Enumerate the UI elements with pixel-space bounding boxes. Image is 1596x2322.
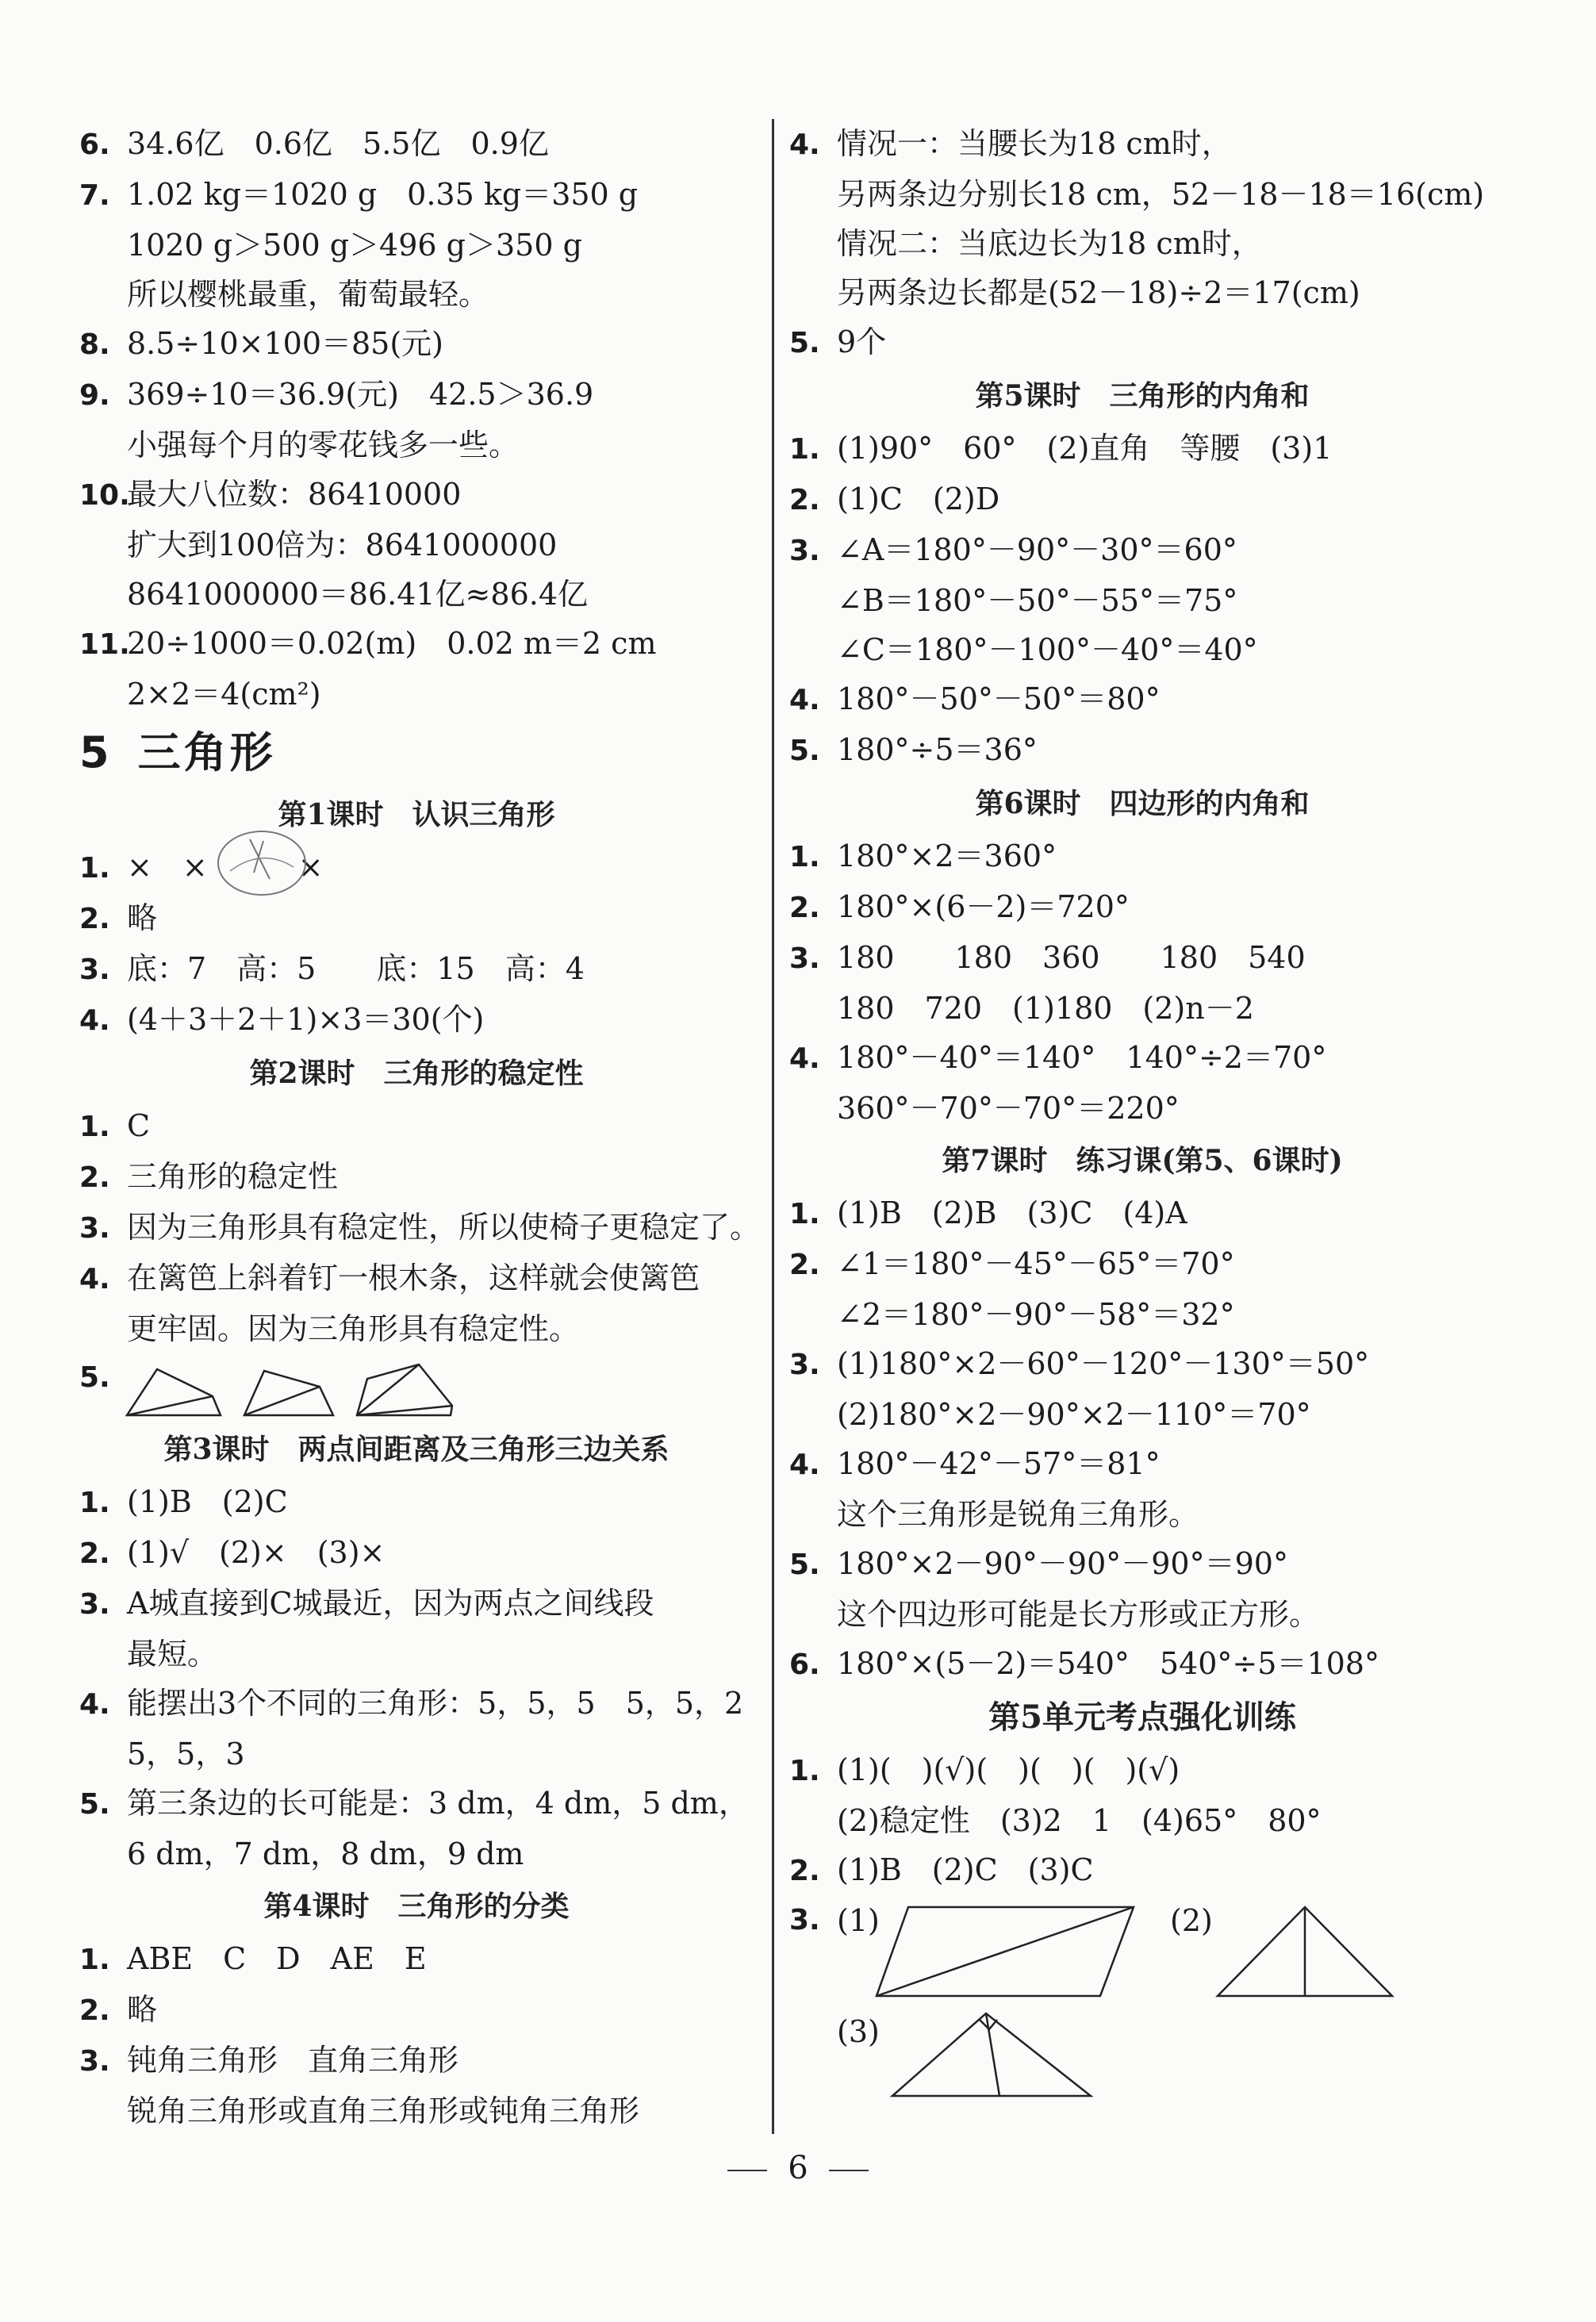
answer-line: 5，5，3 <box>127 1737 245 1771</box>
answer-line: 2. 三角形的稳定性 <box>79 1159 339 1194</box>
answer-line: ∠C＝180°－100°－40°＝40° <box>837 632 1258 667</box>
answer-line: 5. 9个 <box>789 324 887 359</box>
page-number: 6 <box>0 2150 1596 2186</box>
lesson-heading: 第5课时 三角形的内角和 <box>975 379 1310 413</box>
figure-row: 3. (1) (2) (3) <box>789 1896 1495 2110</box>
answer-line: 9. 369÷10＝36.9(元) 42.5＞36.9 <box>79 377 594 412</box>
quadrilateral-figures <box>125 1358 490 1422</box>
answer-line: 2. (1)C (2)D <box>789 482 1000 516</box>
answer-line: 2. ∠1＝180°－45°－65°＝70° <box>789 1246 1235 1281</box>
quad-figure-2 <box>244 1371 333 1415</box>
answer-line: 1. (1)( )(√)( )( )( )(√) <box>789 1752 1180 1787</box>
answer-line: 2. 略 <box>79 900 158 935</box>
answer-line: 情况二：当底边长为18 cm时， <box>837 226 1262 261</box>
answer-line: 6 dm，7 dm，8 dm，9 dm <box>127 1836 524 1871</box>
answer-line: 3. (1)180°×2－60°－120°－130°＝50° <box>789 1346 1370 1381</box>
answer-line: 2×2＝4(cm²) <box>127 677 321 712</box>
answer-line: 1. C <box>79 1108 151 1143</box>
answer-line: 4. 180°－50°－50°＝80° <box>789 681 1161 716</box>
answer-line: 4. 180°－40°＝140° 140°÷2＝70° <box>789 1040 1327 1075</box>
answer-line: 4. 能摆出3个不同的三角形：5，5，5 5，5，2 <box>79 1686 744 1721</box>
parallelogram-diagonal <box>877 1907 1134 1996</box>
answer-line: 8641000000＝86.41亿≈86.4亿 <box>127 577 589 612</box>
column-divider <box>772 119 774 2134</box>
answer-line: 所以樱桃最重，葡萄最轻。 <box>127 277 489 312</box>
answer-line: 2. 180°×(6－2)＝720° <box>789 889 1130 924</box>
answer-line: ∠B＝180°－50°－55°＝75° <box>837 583 1238 618</box>
lesson-heading: 第1课时 认识三角形 <box>278 798 555 831</box>
lesson-heading: 第2课时 三角形的稳定性 <box>249 1057 584 1090</box>
answer-line: 4. 180°－42°－57°＝81° <box>789 1446 1161 1481</box>
answer-line: 8. 8.5÷10×100＝85(元) <box>79 326 444 361</box>
answer-line: 锐角三角形或直角三角形或钝角三角形 <box>127 2094 640 2128</box>
answer-line: 3. 钝角三角形 直角三角形 <box>79 2043 459 2078</box>
answer-line: 2. 略 <box>79 1992 158 2027</box>
answer-line: 更牢固。因为三角形具有稳定性。 <box>127 1311 580 1346</box>
lesson-heading: 第4课时 三角形的分类 <box>263 1890 570 1923</box>
answer-line: 6. 34.6亿 0.6亿 5.5亿 0.9亿 <box>79 126 549 161</box>
answer-line: 1. 180°×2＝360° <box>789 839 1057 873</box>
answer-line: 另两条边长都是(52－18)÷2＝17(cm) <box>837 275 1360 310</box>
answer-line: 这个四边形可能是长方形或正方形。 <box>837 1597 1320 1632</box>
answer-line: 360°－70°－70°＝220° <box>837 1091 1180 1126</box>
answer-line: 小强每个月的零花钱多一些。 <box>127 428 520 462</box>
answer-line: (2)稳定性 (3)2 1 (4)65° 80° <box>837 1803 1322 1838</box>
publisher-stamp <box>214 823 309 903</box>
answer-line: 1. × × × <box>79 842 754 893</box>
right-column <box>789 119 1495 2110</box>
answer-line: 1020 g＞500 g＞496 g＞350 g <box>127 228 582 263</box>
answer-line: 1. (1)90° 60° (2)直角 等腰 (3)1 <box>789 431 1333 466</box>
answer-line: 3. 180 180 360 180 540 <box>789 940 1306 975</box>
quad-figure-1-brace <box>127 1396 213 1415</box>
answer-line: 5. 180°×2－90°－90°－90°＝90° <box>789 1546 1288 1581</box>
geometry-figures <box>789 1896 1495 2110</box>
answer-line: 2. (1)√ (2)× (3)× <box>79 1535 386 1570</box>
answer-line: ∠2＝180°－90°－58°＝32° <box>837 1297 1235 1332</box>
answer-line: 这个三角形是锐角三角形。 <box>837 1497 1199 1532</box>
answer-line: 最短。 <box>127 1637 218 1671</box>
answer-line: 7. 1.02 kg＝1020 g 0.35 kg＝350 g <box>79 177 639 212</box>
figure-label-3: (3) <box>837 2014 880 2049</box>
unit-heading: 第5单元考点强化训练 <box>988 1698 1296 1736</box>
answer-line: 1. ABE C D AE E <box>79 1941 427 1976</box>
lesson-heading: 第3课时 两点间距离及三角形三边关系 <box>163 1433 669 1466</box>
answer-line: 6. 180°×(5－2)＝540° 540°÷5＝108° <box>789 1646 1379 1681</box>
answers-top-left <box>79 119 754 719</box>
left-column <box>79 119 761 2136</box>
answer-line: 5. 第三条边的长可能是：3 dm，4 dm，5 dm， <box>79 1786 749 1821</box>
answer-line: 4. 在篱笆上斜着钉一根木条，这样就会使篱笆 <box>79 1261 700 1295</box>
chapter-title: 5 三角形 <box>79 727 276 777</box>
answer-line: 4. 情况一：当腰长为18 cm时， <box>789 126 1232 161</box>
answer-line: 3. A城直接到C城最近，因为两点之间线段 <box>79 1586 654 1621</box>
lesson-heading: 第6课时 四边形的内角和 <box>975 787 1310 820</box>
pentagon-brace-2 <box>357 1406 452 1415</box>
answer-line: 3. ∠A＝180°－90°－30°＝60° <box>789 532 1237 567</box>
answer-line: 5. 180°÷5＝36° <box>789 732 1038 767</box>
answer-line: 3. 因为三角形具有稳定性，所以使椅子更稳定了。 <box>79 1210 761 1245</box>
answer-line: (2)180°×2－90°×2－110°＝70° <box>837 1397 1311 1432</box>
answer-line: 11.20÷1000＝0.02(m) 0.02 m＝2 cm <box>79 626 657 661</box>
quad-figure-1 <box>127 1369 221 1415</box>
answer-line: 10.最大八位数：86410000 <box>79 477 462 512</box>
figure-row: 5. <box>79 1353 754 1422</box>
figure-label-2: (2) <box>1170 1903 1213 1938</box>
answer-line: 1. (1)B (2)B (3)C (4)A <box>789 1196 1187 1230</box>
answer-line: 扩大到100倍为：8641000000 <box>127 528 558 562</box>
figure-label-1: (1) <box>837 1903 880 1938</box>
answer-line: 3. 底：7 高：5 底：15 高：4 <box>79 951 585 986</box>
lesson-heading: 第7课时 练习课(第5、6课时) <box>942 1144 1343 1177</box>
answer-line: 2. (1)B (2)C (3)C <box>789 1852 1094 1887</box>
answer-line: 4. (4＋3＋2＋1)×3＝30(个) <box>79 1002 485 1037</box>
answer-line: 另两条边分别长18 cm，52－18－18＝16(cm) <box>837 177 1485 212</box>
answer-line: 1. (1)B (2)C <box>79 1484 288 1519</box>
answer-line: 180 720 (1)180 (2)n－2 <box>837 991 1254 1026</box>
